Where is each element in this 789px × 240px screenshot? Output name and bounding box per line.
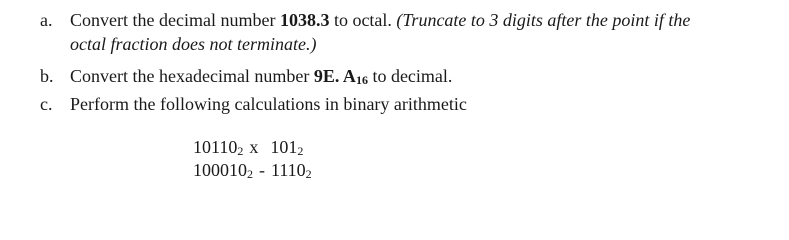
calc-2-operator: - <box>259 160 265 180</box>
question-c-marker: c. <box>40 94 53 114</box>
question-b-marker: b. <box>40 66 54 86</box>
calculation-subtract <box>193 159 312 181</box>
question-b-number <box>314 66 368 86</box>
calc-1-operator: x <box>249 137 259 157</box>
question-b-suffix: to decimal. <box>367 66 453 86</box>
question-a-mid: to octal. <box>329 10 397 30</box>
question-a-note-wrap <box>70 32 316 56</box>
question-a-number: 1038.3 <box>279 10 330 30</box>
calc-2-right: 1110 <box>271 160 306 180</box>
question-a-note-line2: octal fraction does not terminate.) <box>70 34 317 54</box>
calc-1-left: 10110 <box>193 137 238 157</box>
calc-1-left-base: 2 <box>237 144 244 158</box>
question-b-number-base: 16 <box>355 73 368 87</box>
question-a-prefix: Convert the decimal number <box>70 10 280 30</box>
question-b-text <box>70 64 452 88</box>
question-a-marker: a. <box>40 10 53 30</box>
question-c-text: Perform the following calculations in binary arithmetic <box>70 94 467 114</box>
calc-1-right: 101 <box>270 137 298 157</box>
question-b-number-value: 9E. A <box>313 66 356 86</box>
calculation-multiply <box>193 136 303 158</box>
calc-2-right-base: 2 <box>305 167 312 181</box>
question-a-note-line1: (Truncate to 3 digits after the point if the <box>396 10 691 30</box>
calc-2-left-base: 2 <box>247 167 253 181</box>
calc-1-right-base: 2 <box>297 144 304 158</box>
calc-2-left: 100010 <box>193 160 247 180</box>
question-a-text <box>70 8 690 32</box>
question-b-prefix: Convert the hexadecimal number <box>70 66 314 86</box>
